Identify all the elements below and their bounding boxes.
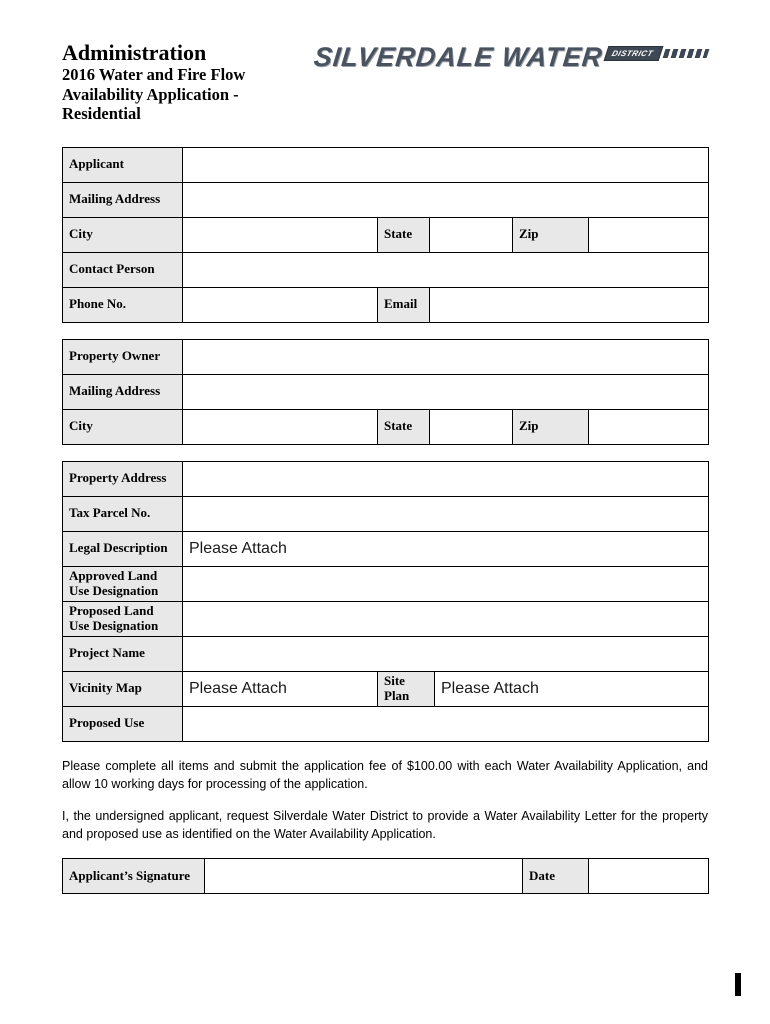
page-subtitle-line-3: Residential [62, 104, 141, 124]
site-plan-label: Site Plan [378, 671, 435, 706]
applicant-city-input[interactable] [183, 217, 378, 252]
table-row [63, 182, 709, 217]
contact-person-label: Contact Person [63, 252, 183, 287]
property-table [62, 461, 709, 742]
page-subtitle-line-1: 2016 Water and Fire Flow [62, 65, 246, 85]
table-row [63, 706, 709, 741]
scan-corner-mark [735, 973, 741, 996]
applicant-city-label: City [63, 217, 183, 252]
applicant-state-input[interactable] [430, 217, 513, 252]
table-row [63, 147, 709, 182]
owner-zip-label: Zip [513, 409, 589, 444]
table-row [63, 339, 709, 374]
silverdale-water-logo [314, 44, 708, 71]
date-input[interactable] [589, 859, 709, 894]
applicant-mailing-address-label: Mailing Address [63, 182, 183, 217]
approved-land-use-input[interactable] [183, 566, 709, 601]
vicinity-map-label: Vicinity Map [63, 671, 183, 706]
owner-zip-input[interactable] [589, 409, 709, 444]
title-block [62, 40, 312, 124]
legal-description-label: Legal Description [63, 531, 183, 566]
applicant-mailing-address-input[interactable] [183, 182, 709, 217]
vicinity-map-input[interactable]: Please Attach [183, 671, 378, 706]
phone-label: Phone No. [63, 287, 183, 322]
proposed-land-use-input[interactable] [183, 601, 709, 636]
property-address-input[interactable] [183, 461, 709, 496]
table-row [63, 252, 709, 287]
table-row [63, 859, 709, 894]
project-name-input[interactable] [183, 636, 709, 671]
logo-brand-text: SILVERDALE WATER [312, 42, 604, 72]
owner-state-label: State [378, 409, 430, 444]
applicant-label: Applicant [63, 147, 183, 182]
table-row [63, 217, 709, 252]
owner-mailing-address-label: Mailing Address [63, 374, 183, 409]
logo-district-badge-text: DISTRICT [604, 46, 664, 61]
phone-input[interactable] [183, 287, 378, 322]
owner-city-input[interactable] [183, 409, 378, 444]
applicant-zip-input[interactable] [589, 217, 709, 252]
table-row [63, 671, 709, 706]
applicant-signature-label: Applicant’s Signature [63, 859, 205, 894]
proposed-use-input[interactable] [183, 706, 709, 741]
table-row [63, 374, 709, 409]
page-title: Administration [62, 40, 207, 65]
applicant-input[interactable] [183, 147, 709, 182]
proposed-land-use-label: Proposed Land Use Designation [63, 601, 183, 636]
email-input[interactable] [430, 287, 709, 322]
property-owner-label: Property Owner [63, 339, 183, 374]
applicant-signature-input[interactable] [205, 859, 523, 894]
table-row [63, 496, 709, 531]
property-address-label: Property Address [63, 461, 183, 496]
site-plan-input[interactable]: Please Attach [435, 671, 709, 706]
table-row [63, 566, 709, 601]
owner-mailing-address-input[interactable] [183, 374, 709, 409]
form-content [62, 0, 708, 894]
email-label: Email [378, 287, 430, 322]
table-row [63, 531, 709, 566]
table-row [63, 287, 709, 322]
owner-city-label: City [63, 409, 183, 444]
property-owner-table [62, 339, 709, 445]
page-subtitle-line-2: Availability Application - [62, 84, 239, 104]
proposed-use-label: Proposed Use [63, 706, 183, 741]
tax-parcel-input[interactable] [183, 496, 709, 531]
signature-table [62, 858, 709, 894]
applicant-zip-label: Zip [513, 217, 589, 252]
date-label: Date [523, 859, 589, 894]
logo-stripes-icon [663, 49, 710, 58]
request-note: I, the undersigned applicant, request Silverdale Water District to provide a Water Availability Letter for the property and proposed use as identified on the Water Availability Application. [62, 808, 708, 842]
fee-note: Please complete all items and submit the application fee of $100.00 with each Water Availability Application, and allow 10 working days for processing of the application. [62, 758, 708, 792]
property-owner-input[interactable] [183, 339, 709, 374]
table-row [63, 409, 709, 444]
approved-land-use-label: Approved Land Use Designation [63, 566, 183, 601]
contact-person-input[interactable] [183, 252, 709, 287]
legal-description-input[interactable]: Please Attach [183, 531, 709, 566]
applicant-table [62, 147, 709, 323]
table-row [63, 461, 709, 496]
tax-parcel-label: Tax Parcel No. [63, 496, 183, 531]
applicant-state-label: State [378, 217, 430, 252]
table-row [63, 601, 709, 636]
logo-district-badge [606, 46, 708, 61]
owner-state-input[interactable] [430, 409, 513, 444]
project-name-label: Project Name [63, 636, 183, 671]
header [62, 40, 708, 124]
table-row [63, 636, 709, 671]
